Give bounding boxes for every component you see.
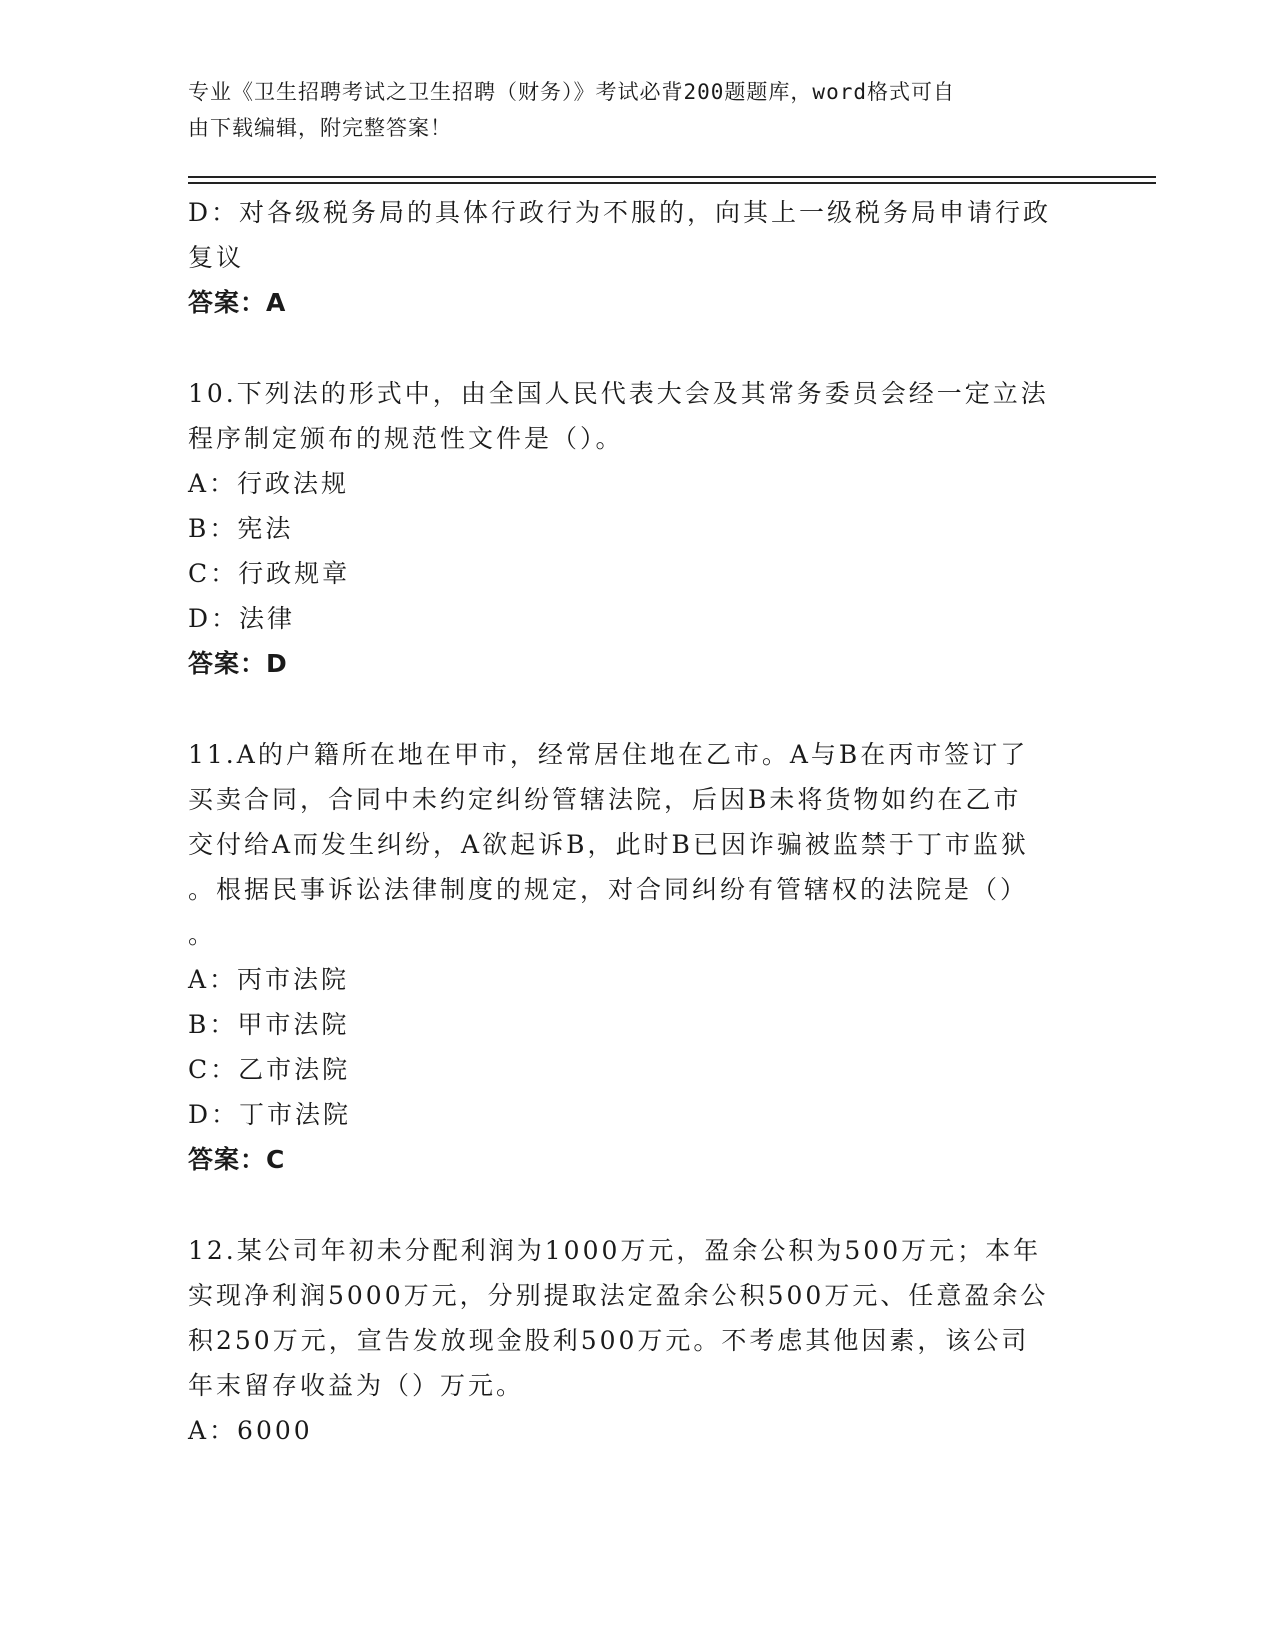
spacer <box>188 1182 1088 1228</box>
option-d-line-1: D：对各级税务局的具体行政行为不服的，向其上一级税务局申请行政 <box>188 198 1052 227</box>
question-text-line-2: 实现净利润5000万元，分别提取法定盈余公积500万元、任意盈余公 <box>188 1281 1049 1310</box>
option-d: D：丁市法院 <box>188 1100 352 1129</box>
header-divider-top <box>188 176 1156 178</box>
spacer <box>188 325 1088 371</box>
document-body <box>188 190 1088 1453</box>
question-text-line-1: 11.A的户籍所在地在甲市，经常居住地在乙市。A与B在丙市签订了 <box>188 740 1029 769</box>
question-text-line-4: 。根据民事诉讼法律制度的规定，对合同纠纷有管辖权的法院是（） <box>188 875 1029 904</box>
option-b: B：甲市法院 <box>188 1010 350 1039</box>
answer-label: 答案：C <box>188 1145 286 1174</box>
question-10 <box>188 371 1088 686</box>
question-11 <box>188 732 1088 1182</box>
option-b: B：宪法 <box>188 514 294 543</box>
answer-label: 答案：D <box>188 649 288 678</box>
question-text-line-2: 程序制定颁布的规范性文件是（）。 <box>188 424 624 453</box>
header-title-line-2: 由下载编辑，附完整答案！ <box>188 116 452 140</box>
question-text-line-5: 。 <box>188 920 217 949</box>
question-text-line-1: 10.下列法的形式中，由全国人民代表大会及其常务委员会经一定立法 <box>188 379 1049 408</box>
document-header <box>188 74 1068 146</box>
option-a: A：丙市法院 <box>188 965 350 994</box>
question-text-line-4: 年末留存收益为（）万元。 <box>188 1371 525 1400</box>
question-text-line-3: 积250万元，宣告发放现金股利500万元。不考虑其他因素，该公司 <box>188 1326 1030 1355</box>
option-d-line-2: 复议 <box>188 243 245 272</box>
previous-question-block <box>188 190 1088 325</box>
header-title-line-1: 专业《卫生招聘考试之卫生招聘（财务）》考试必背200题题库，word格式可自 <box>188 80 955 104</box>
option-a: A：行政法规 <box>188 469 350 498</box>
question-text-line-3: 交付给A而发生纠纷，A欲起诉B，此时B已因诈骗被监禁于丁市监狱 <box>188 830 1029 859</box>
option-c: C：行政规章 <box>188 559 351 588</box>
answer-label: 答案：A <box>188 288 287 317</box>
option-d: D：法律 <box>188 604 296 633</box>
question-text-line-2: 买卖合同，合同中未约定纠纷管辖法院，后因B未将货物如约在乙市 <box>188 785 1022 814</box>
spacer <box>188 686 1088 732</box>
option-c: C：乙市法院 <box>188 1055 351 1084</box>
header-divider-bottom <box>188 182 1156 184</box>
option-a: A：6000 <box>188 1416 313 1445</box>
question-12 <box>188 1228 1088 1453</box>
question-text-line-1: 12.某公司年初未分配利润为1000万元，盈余公积为500万元；本年 <box>188 1236 1042 1265</box>
